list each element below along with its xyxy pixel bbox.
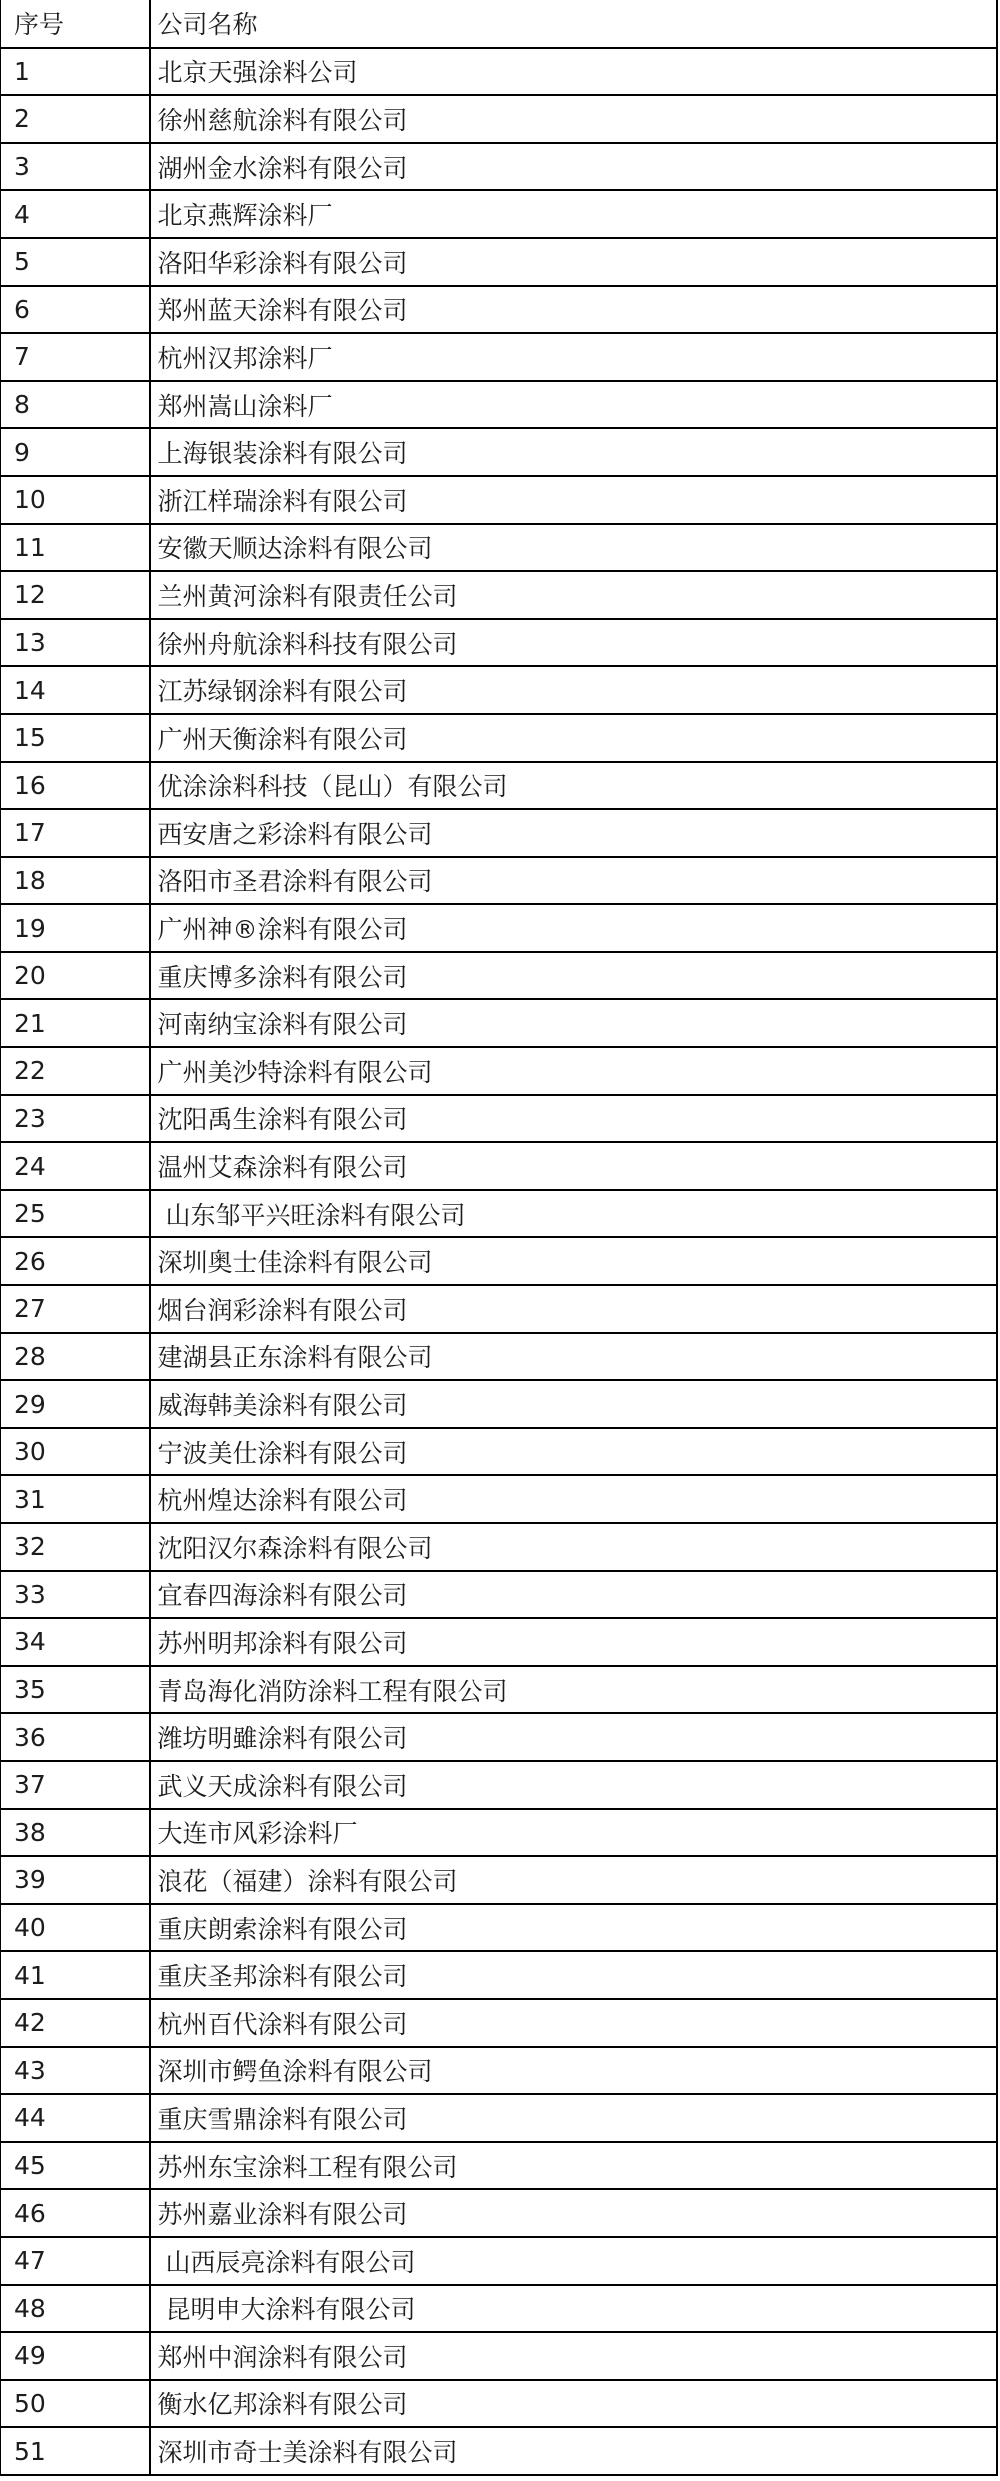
table-row [1,1190,998,1238]
row-serial-number: 39 [1,1856,150,1904]
row-serial-number: 8 [1,381,150,429]
row-company-name: 西安唐之彩涂料有限公司 [150,809,998,857]
table-row [1,857,998,905]
table-row [1,904,998,952]
row-company-name: 深圳市鳄鱼涂料有限公司 [150,2047,998,2095]
row-serial-number: 1 [1,48,150,96]
row-company-name: 重庆雪鼎涂料有限公司 [150,2094,998,2142]
row-company-name: 兰州黄河涂料有限责任公司 [150,571,998,619]
table-row [1,333,998,381]
row-serial-number: 49 [1,2332,150,2380]
row-company-name: 杭州煌达涂料有限公司 [150,1475,998,1523]
row-serial-number: 34 [1,1618,150,1666]
row-company-name: 威海韩美涂料有限公司 [150,1380,998,1428]
row-serial-number: 50 [1,2380,150,2428]
row-company-name: 苏州东宝涂料工程有限公司 [150,2142,998,2190]
row-serial-number: 29 [1,1380,150,1428]
table-row [1,1285,998,1333]
table-row [1,2285,998,2333]
row-serial-number: 36 [1,1713,150,1761]
table-row [1,143,998,191]
table-row [1,1666,998,1714]
row-serial-number: 40 [1,1904,150,1952]
row-serial-number: 41 [1,1951,150,1999]
table-row [1,190,998,238]
table-row [1,524,998,572]
row-serial-number: 24 [1,1142,150,1190]
table-row [1,286,998,334]
table-body [1,48,998,2475]
row-serial-number: 15 [1,714,150,762]
table-row [1,2047,998,2095]
table-row [1,1856,998,1904]
table-row [1,999,998,1047]
table-row [1,1333,998,1381]
table-row [1,2332,998,2380]
table-row [1,1951,998,1999]
table-row [1,762,998,810]
row-serial-number: 45 [1,2142,150,2190]
row-serial-number: 20 [1,952,150,1000]
row-serial-number: 48 [1,2285,150,2333]
row-company-name: 安徽天顺达涂料有限公司 [150,524,998,572]
row-serial-number: 18 [1,857,150,905]
table-row [1,2094,998,2142]
table-row [1,2189,998,2237]
table-row [1,2427,998,2475]
row-company-name: 山东邹平兴旺涂料有限公司 [150,1190,998,1238]
table-row [1,1047,998,1095]
row-company-name: 昆明申大涂料有限公司 [150,2285,998,2333]
table-row [1,428,998,476]
row-serial-number: 35 [1,1666,150,1714]
row-serial-number: 19 [1,904,150,952]
table-row [1,1380,998,1428]
row-company-name: 重庆博多涂料有限公司 [150,952,998,1000]
header-serial-number: 序号 [1,0,150,48]
table-row [1,1142,998,1190]
row-serial-number: 31 [1,1475,150,1523]
row-serial-number: 43 [1,2047,150,2095]
row-company-name: 沈阳禹生涂料有限公司 [150,1095,998,1143]
row-company-name: 上海银装涂料有限公司 [150,428,998,476]
row-company-name: 徐州舟航涂料科技有限公司 [150,619,998,667]
row-company-name: 杭州汉邦涂料厂 [150,333,998,381]
row-serial-number: 22 [1,1047,150,1095]
table-row [1,1571,998,1619]
row-company-name: 优涂涂料科技（昆山）有限公司 [150,762,998,810]
row-company-name: 浪花（福建）涂料有限公司 [150,1856,998,1904]
row-serial-number: 23 [1,1095,150,1143]
table-row [1,1761,998,1809]
table-row [1,714,998,762]
row-company-name: 武义天成涂料有限公司 [150,1761,998,1809]
row-company-name: 大连市风彩涂料厂 [150,1809,998,1857]
row-serial-number: 17 [1,809,150,857]
row-company-name: 重庆朗索涂料有限公司 [150,1904,998,1952]
row-serial-number: 51 [1,2427,150,2475]
row-company-name: 郑州蓝天涂料有限公司 [150,286,998,334]
row-company-name: 温州艾森涂料有限公司 [150,1142,998,1190]
row-company-name: 郑州中润涂料有限公司 [150,2332,998,2380]
row-serial-number: 5 [1,238,150,286]
row-serial-number: 37 [1,1761,150,1809]
row-serial-number: 27 [1,1285,150,1333]
row-company-name: 郑州嵩山涂料厂 [150,381,998,429]
row-company-name: 河南纳宝涂料有限公司 [150,999,998,1047]
row-company-name: 深圳奥士佳涂料有限公司 [150,1237,998,1285]
row-serial-number: 46 [1,2189,150,2237]
header-company-name: 公司名称 [150,0,998,48]
row-serial-number: 25 [1,1190,150,1238]
row-serial-number: 32 [1,1523,150,1571]
row-company-name: 广州天衡涂料有限公司 [150,714,998,762]
row-serial-number: 14 [1,666,150,714]
row-serial-number: 28 [1,1333,150,1381]
row-serial-number: 11 [1,524,150,572]
row-serial-number: 10 [1,476,150,524]
table-row [1,1523,998,1571]
table-row [1,238,998,286]
row-serial-number: 9 [1,428,150,476]
row-company-name: 宁波美仕涂料有限公司 [150,1428,998,1476]
row-company-name: 苏州明邦涂料有限公司 [150,1618,998,1666]
row-serial-number: 12 [1,571,150,619]
row-company-name: 江苏绿钢涂料有限公司 [150,666,998,714]
row-company-name: 衡水亿邦涂料有限公司 [150,2380,998,2428]
row-serial-number: 47 [1,2237,150,2285]
table-row [1,1237,998,1285]
row-company-name: 烟台润彩涂料有限公司 [150,1285,998,1333]
table-row [1,952,998,1000]
row-serial-number: 7 [1,333,150,381]
row-company-name: 青岛海化消防涂料工程有限公司 [150,1666,998,1714]
row-serial-number: 3 [1,143,150,191]
row-serial-number: 6 [1,286,150,334]
table-row [1,2142,998,2190]
row-company-name: 浙江样瑞涂料有限公司 [150,476,998,524]
table-row [1,666,998,714]
table-row [1,1428,998,1476]
table-row [1,571,998,619]
row-company-name: 广州美沙特涂料有限公司 [150,1047,998,1095]
row-company-name: 杭州百代涂料有限公司 [150,1999,998,2047]
table-row [1,1095,998,1143]
row-company-name: 北京天强涂料公司 [150,48,998,96]
row-serial-number: 30 [1,1428,150,1476]
table-row [1,1904,998,1952]
table-row [1,1475,998,1523]
row-company-name: 深圳市奇士美涂料有限公司 [150,2427,998,2475]
row-company-name: 广州神®涂料有限公司 [150,904,998,952]
row-company-name: 苏州嘉业涂料有限公司 [150,2189,998,2237]
row-company-name: 山西辰亮涂料有限公司 [150,2237,998,2285]
row-serial-number: 16 [1,762,150,810]
row-company-name: 潍坊明雖涂料有限公司 [150,1713,998,1761]
row-company-name: 北京燕辉涂料厂 [150,190,998,238]
table-row [1,95,998,143]
row-serial-number: 33 [1,1571,150,1619]
row-company-name: 洛阳华彩涂料有限公司 [150,238,998,286]
table-row [1,381,998,429]
row-company-name: 徐州慈航涂料有限公司 [150,95,998,143]
table-row [1,1618,998,1666]
row-serial-number: 2 [1,95,150,143]
row-serial-number: 38 [1,1809,150,1857]
table-row [1,809,998,857]
row-company-name: 洛阳市圣君涂料有限公司 [150,857,998,905]
table-row [1,1713,998,1761]
row-serial-number: 26 [1,1237,150,1285]
table-row [1,48,998,96]
table-row [1,2380,998,2428]
row-company-name: 建湖县正东涂料有限公司 [150,1333,998,1381]
table-row [1,1999,998,2047]
table-row [1,476,998,524]
row-company-name: 湖州金水涂料有限公司 [150,143,998,191]
table-row [1,619,998,667]
row-serial-number: 21 [1,999,150,1047]
row-company-name: 宜春四海涂料有限公司 [150,1571,998,1619]
row-serial-number: 44 [1,2094,150,2142]
row-serial-number: 42 [1,1999,150,2047]
row-company-name: 重庆圣邦涂料有限公司 [150,1951,998,1999]
header-row [1,0,998,48]
row-serial-number: 13 [1,619,150,667]
table-row [1,1809,998,1857]
row-serial-number: 4 [1,190,150,238]
table-row [1,2237,998,2285]
row-company-name: 沈阳汉尔森涂料有限公司 [150,1523,998,1571]
